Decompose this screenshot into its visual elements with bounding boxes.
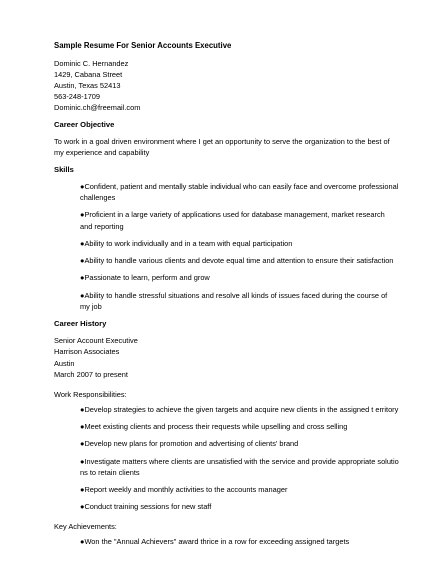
list-item: ●Proficient in a large variety of applications used for database management, market research and reporting: [80, 210, 385, 231]
contact-phone: 563-248-1709: [54, 92, 101, 102]
bullet-icon: ●: [80, 536, 85, 546]
achievements-list: [54, 536, 399, 547]
list-item: ●Conduct training sessions for new staff: [80, 502, 212, 512]
list-item: ●Ability to handle stressful situations and resolve all kinds of issues faced during the course of my job: [80, 290, 388, 311]
achievements-label: Key Achievements:: [54, 521, 117, 531]
job-position: Senior Account Executive: [54, 335, 138, 345]
job-details: [54, 335, 399, 381]
skills-list: [54, 181, 399, 312]
list-item: ●Develop new plans for promotion and advertising of clients' brand: [80, 439, 299, 449]
skills-heading: Skills: [54, 165, 74, 175]
responsibilities-list: [54, 404, 399, 513]
responsibilities-label: Work Responsibilities:: [54, 389, 127, 399]
resume-content: [54, 40, 399, 553]
bullet-icon: ●: [80, 502, 85, 512]
list-item: ●Meet existing clients and process their requests while upselling and cross selling: [80, 422, 348, 432]
job-company: Harrison Associates: [54, 347, 120, 357]
contact-city: Austin, Texas 52413: [54, 81, 121, 91]
career-history-heading: Career History: [54, 319, 107, 329]
job-location: Austin: [54, 358, 75, 368]
list-item: ●Passionate to learn, perform and grow: [80, 273, 210, 283]
list-item: ●Investigate matters where clients are unsatisfied with the service and provide appropriate solutio ns to retain clients: [80, 456, 399, 477]
list-item: ●Develop strategies to achieve the given targets and acquire new clients in the assigned t erritory: [80, 404, 399, 414]
bullet-icon: ●: [80, 210, 85, 220]
bullet-icon: ●: [80, 181, 85, 191]
bullet-icon: ●: [80, 456, 85, 466]
list-item: ●Report weekly and monthly activities to the accounts manager: [80, 485, 288, 495]
bullet-icon: ●: [80, 439, 85, 449]
list-item: ●Ability to handle various clients and devote equal time and attention to ensure their satisfaction: [80, 256, 394, 266]
bullet-icon: ●: [80, 404, 85, 414]
bullet-icon: ●: [80, 485, 85, 495]
bullet-icon: ●: [80, 273, 85, 283]
career-objective-heading: Career Objective: [54, 120, 115, 130]
list-item: ●Ability to work individually and in a team with equal participation: [80, 238, 293, 248]
contact-block: [54, 58, 399, 114]
job-period: March 2007 to present: [54, 370, 128, 380]
contact-name: Dominic C. Hernandez: [54, 58, 129, 68]
bullet-icon: ●: [80, 238, 85, 248]
bullet-icon: ●: [80, 422, 85, 432]
contact-email: Dominic.ch@freemail.com: [54, 103, 141, 113]
list-item: ●Confident, patient and mentally stable individual who can easily face and overcome professional challenges: [80, 181, 399, 203]
bullet-icon: ●: [80, 256, 85, 266]
career-objective-text: To work in a goal driven environment where I get an opportunity to serve the organization to the best of my experience and capability: [54, 136, 390, 158]
list-item: ●Won the "Annual Achievers" award thrice in a row for exceeding assigned targets: [80, 536, 350, 546]
resume-title: Sample Resume For Senior Accounts Executive: [54, 41, 232, 50]
bullet-icon: ●: [80, 290, 85, 300]
contact-street: 1429, Cabana Street: [54, 69, 123, 79]
